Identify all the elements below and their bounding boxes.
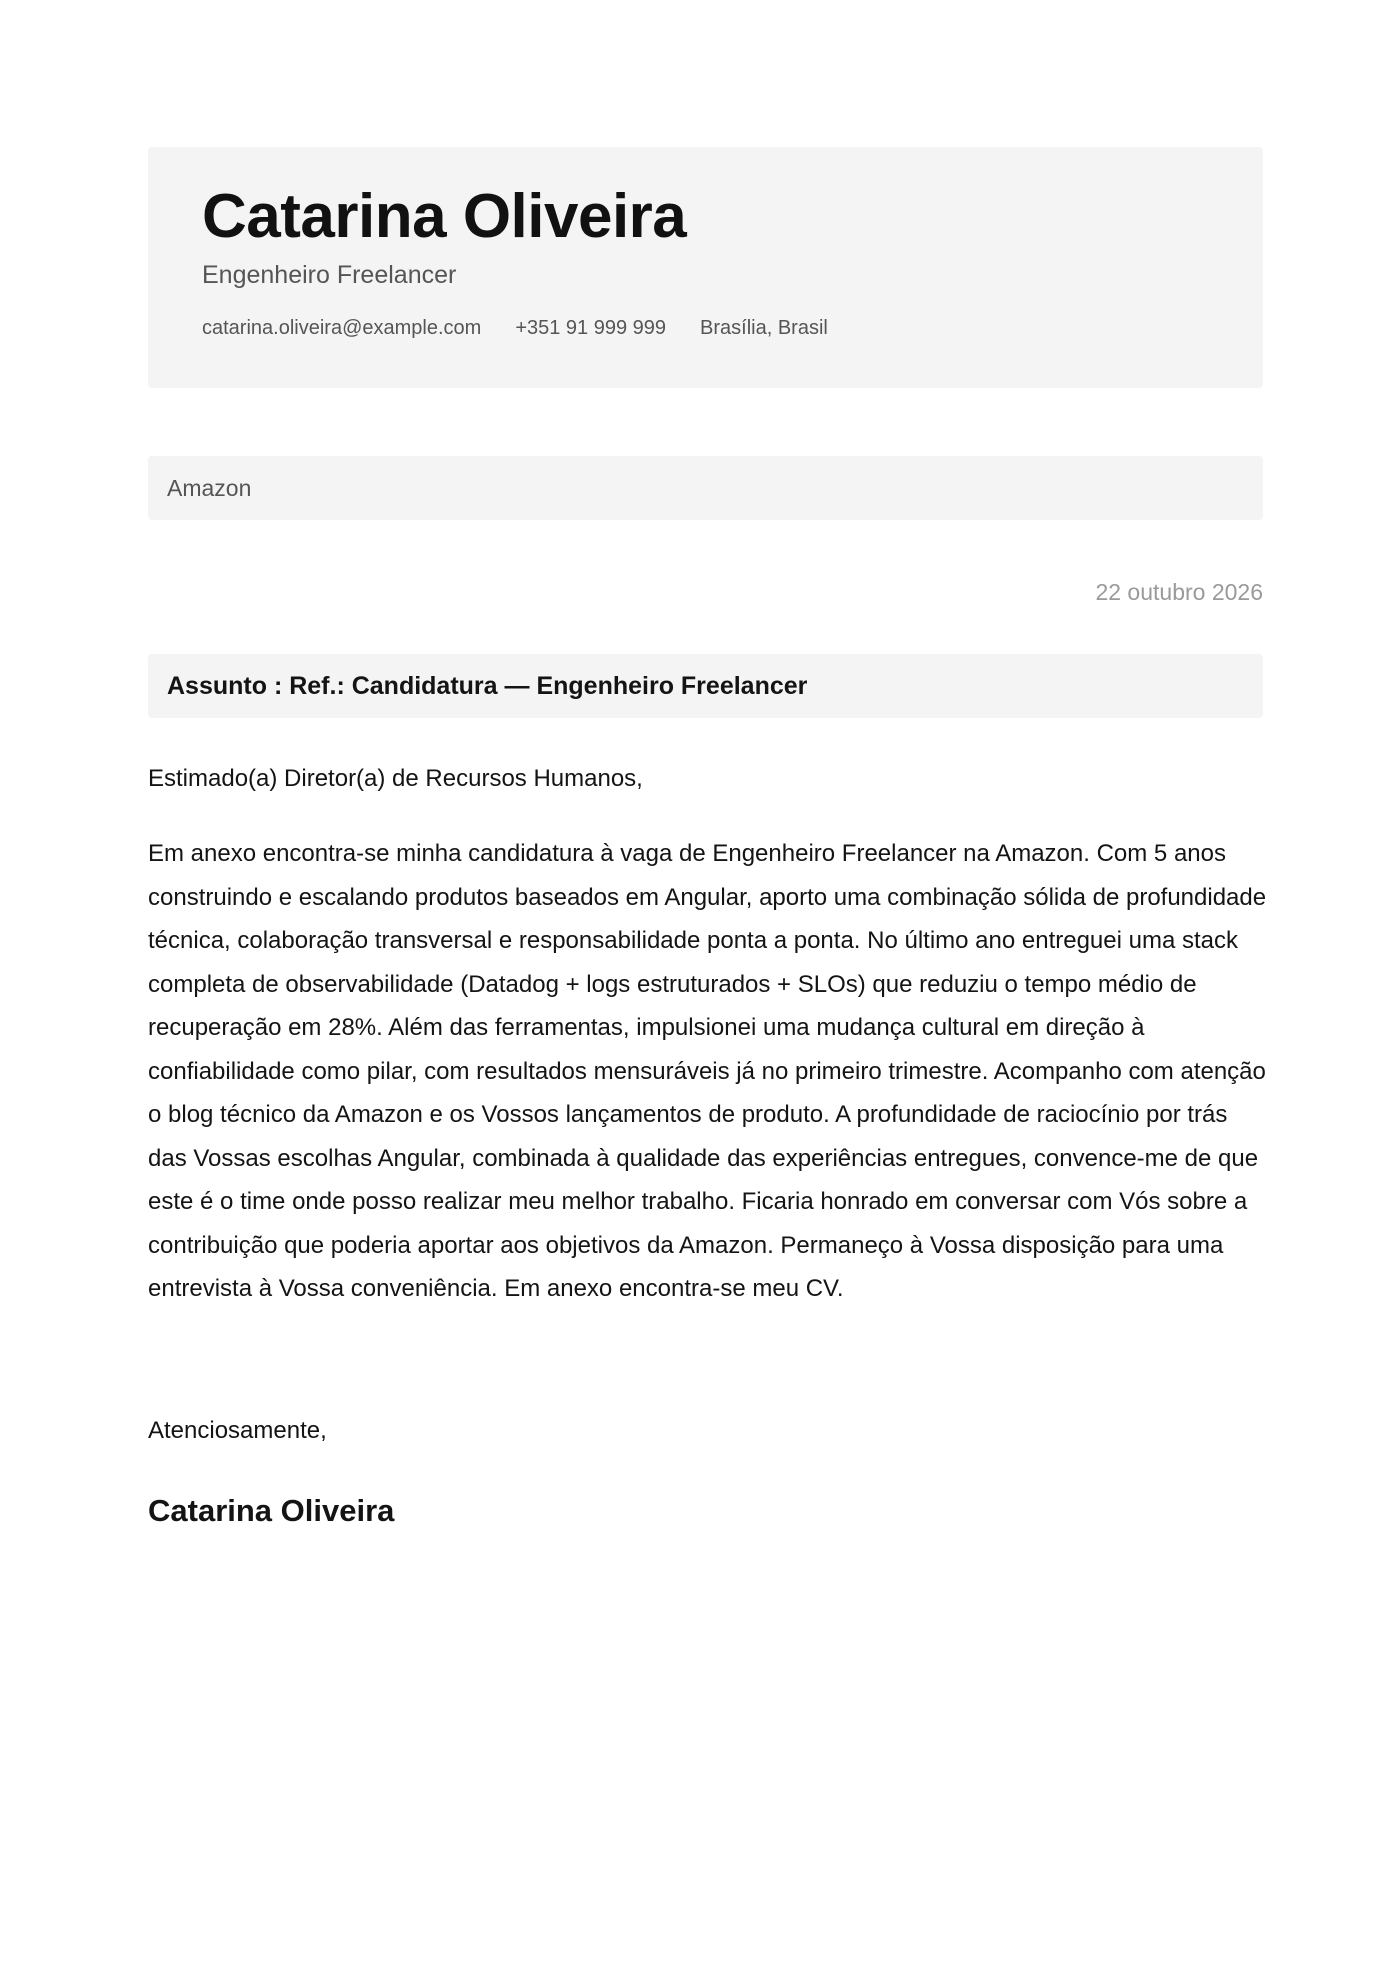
letter-subject: Assunto : Ref.: Candidatura — Engenheiro Freelancer xyxy=(148,654,1263,718)
letter-closing: Atenciosamente, xyxy=(148,1417,327,1444)
letter-signature: Catarina Oliveira xyxy=(148,1493,395,1528)
applicant-name: Catarina Oliveira xyxy=(202,182,687,251)
letter-body: Em anexo encontra-se minha candidatura à vaga de Engenheiro Freelancer na Amazon. Com 5 anos construindo e escalando produtos baseados em Angular, aporto uma combinação sólida de profundidade técnica, colaboração transversal e responsabilidade ponta a ponta. No último ano entreguei uma stack completa de observabilidade (Datadog + logs estruturados + SLOs) que reduziu o tempo médio de recuperação em 28%. Além das ferramentas, impulsionei uma mudança cultural em direção à confiabilidade como pilar, com resultados mensuráveis já no primeiro trimestre. Acompanho com atenção o blog técnico da Amazon e os Vossos lançamentos de produto. A profundidade de raciocínio por trás das Vossas escolhas Angular, combinada à qualidade das experiências entregues, convence-me de que este é o time onde posso realizar meu melhor trabalho. Ficaria honrado em conversar com Vós sobre a contribuição que poderia aportar aos objetivos da Amazon. Permaneço à Vossa disposição para uma entrevista à Vossa conveniência. Em anexo encontra-se meu CV. xyxy=(148,840,1267,1302)
recipient-company: Amazon xyxy=(148,456,1263,520)
letter-salutation: Estimado(a) Diretor(a) de Recursos Humanos, xyxy=(148,765,643,792)
contact-info xyxy=(202,315,828,341)
applicant-role: Engenheiro Freelancer xyxy=(202,261,457,289)
contact-phone: +351 91 999 999 xyxy=(515,317,667,339)
contact-location: Brasília, Brasil xyxy=(700,317,828,339)
header-card xyxy=(148,147,1263,388)
contact-email: catarina.oliveira@example.com xyxy=(202,317,482,339)
letter-date: 22 outubro 2026 xyxy=(1095,579,1263,605)
